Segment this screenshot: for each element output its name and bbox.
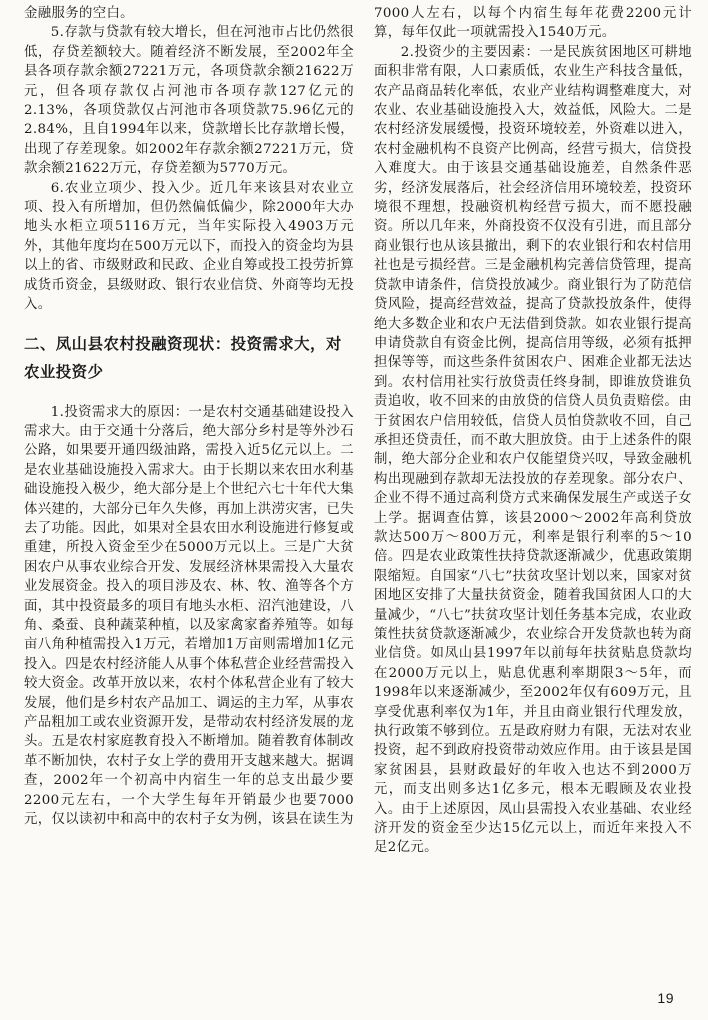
paragraph-deposits-loans: 5.存款与贷款有较大增长，但在河池市占比仍然很低，存贷差额较大。随着经济不断发展，至2002年全县各项存款余额27221万元，各项贷款余额21622万元，但各项存款仅占河池市各项存款127亿元的2.13%，各项贷款仅占河池市各项贷款75.96亿元的2.84%，且自1994年以来，贷款增长比存款增长慢，出现了存差现象。如2002年存款余额27221万元，贷款余额21622万元，存贷差额为5770万元。 bbox=[24, 25, 354, 177]
right-column bbox=[374, 4, 692, 858]
paragraph-continued-left: 金融服务的空白。 bbox=[24, 6, 134, 21]
paragraph-continued-right: 7000人左右，以每个内宿生每年花费2200元计算，每年仅此一项就需投入1540万元。 bbox=[374, 6, 692, 41]
left-column bbox=[24, 4, 354, 829]
paragraph-investment-factors: 2.投资少的主要因素：一是民族贫困地区可耕地面积非常有限，人口素质低，农业生产科技含量低，农产品商品转化率低，农业产业结构调整难度大，对农业、农业基础设施投入大，效益低，风险大。二是农村经济发展缓慢，投资环境较差，外资难以进入，农村金融机构不良资产比例高，经营亏损大，信贷投入难度大。由于该县交通基础设施差，自然条件恶劣，经济发展落后，社会经济信用环境较差，投资环境很不理想，投融资机构经营亏损大，而不愿投融资。所以几年来，外商投资不仅没有引进，而且部分商业银行也从该县撤出，剩下的农业银行和农村信用社也是亏损经营。三是金融机构完善信贷管理，提高贷款申请条件，信贷投放减少。商业银行为了防范信贷风险，提高经营效益，提高了贷款投放条件，使得绝大多数企业和农户无法借到贷款。如农业银行提高申请贷款自有资金比例，提高信用等级，必须有抵押担保等等，而这些条件贫困农户、困难企业都无法达到。农村信用社实行放贷责任终身制，即谁放贷谁负责追收，收不回来的由放贷的信贷人员负责赔偿。由于贫困农户信用较低，信贷人员怕贷款收不回，自己承担还贷责任，而不敢大胆放贷。由于上述条件的限制，绝大部分企业和农户仅能望贷兴叹，导致金融机构出现融到存款却无法投放的存差现象。部分农户、企业不得不通过高利贷方式来确保发展生产或送子女上学。据调查估算，该县2000～2002年高利贷放款达500万～800万元，利率是银行利率的5～10倍。四是农业政策性扶持贷款逐渐减少，优惠政策期限缩短。自国家“八七”扶贫攻坚计划以来，国家对贫困地区安排了大量扶贫资金，随着我国贫困人口的大量减少，“八七”扶贫攻坚计划任务基本完成，农业政策性扶贫贷款逐渐减少，农业综合开发贷款也转为商业信贷。如凤山县1997年以前每年扶贫贴息贷款均在2000万元以上，贴息优惠利率期限3～5年，而1998年以来逐渐减少，至2002年仅有609万元，且享受优惠利率仅为1年，并且由商业银行代理发放，执行政策不够到位。五是政府财力有限，无法对农业投资，起不到政府投资带动效应作用。由于该县是国家贫困县，县财政最好的年收入也达不到2000万元，而支出则多达1亿多元，根本无暇顾及农业投入。由于上述原因，凤山县需投入农业基础、农业经济开发的资金至少达15亿元以上，而近年来投入不足2亿元。 bbox=[374, 44, 692, 856]
section-heading: 二、凤山县农村投融资现状：投资需求大，对农业投资少 bbox=[24, 334, 342, 381]
paragraph-investment-demand: 1.投资需求大的原因：一是农村交通基础建设投入需求大。由于交通十分落后，绝大部分乡村是等外沙石公路，如果要开通四级油路，需投入近5亿元以上。二是农业基础设施投入需求大。由于长期以来农田水利基础设施投入极少，绝大部分是上个世纪六七十年代大集体兴建的，大部分已年久失修，再加上洪涝灾害，已失去了功能。因此，如果对全县农田水利设施进行修复或重建，所投入资金至少在5000万元以上。三是广大贫困农户从事农业综合开发、发展经济林果需投入大量农业发展资金。投入的项目涉及农、林、牧、渔等各个方面，其中投资最多的项目有地头水柜、沼汽池建设，八角、桑蚕、良种蔬菜种植，以及家禽家畜养殖等。如每亩八角种植需投入1万元，若增加1万亩则需增加1亿元投入。四是农村经济能人从事个体私营企业经营需投入较大资金。改革开放以来，农村个体私营企业有了较大发展，他们是乡村农产品加工、调运的主力军，从事农产品粗加工或农业资源开发，是带动农村经济发展的龙头。五是农村家庭教育投入不断增加。随着教育体制改革不断加快，农村子女上学的费用开支越来越大。据调查，2002年一个初高中内宿生一年的总支出最少要2200元左右，一个大学生每年开销最少也要7000元，仅以读初中和高中的农村子女为例，该县在读生为 bbox=[24, 404, 354, 828]
paragraph-agri-projects: 6.农业立项少、投入少。近几年来该县对农业立项、投入有所增加，但仍然偏低偏少，除2000年大办地头水柜立项5116万元，当年实际投入4903万元外，其他年度均在500万元以下，而投入的资金均为县以上的省、市级财政和民政、企业自筹或投工投劳折算成货币资金，县级财政、银行农业信贷、外商等均无投入。 bbox=[24, 180, 354, 313]
page-number: 19 bbox=[657, 990, 674, 1006]
